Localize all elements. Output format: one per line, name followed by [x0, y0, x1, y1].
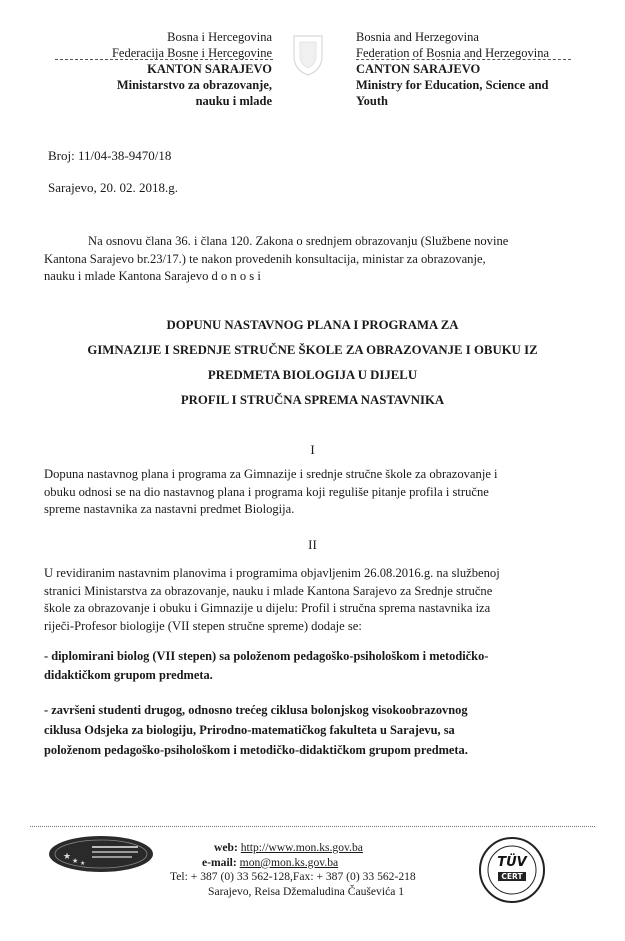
- footer-email-link[interactable]: mon@mon.ks.gov.ba: [239, 855, 339, 869]
- title-line-1: DOPUNU NASTAVNOG PLANA I PROGRAMA ZA: [166, 318, 459, 332]
- section-2-line-2: stranici Ministarstva za obrazovanje, nauku i mlade Kantona Sarajevo za Srednje stručne: [44, 583, 493, 598]
- svg-text:★: ★: [63, 852, 72, 862]
- header-right-canton: CANTON SARAJEVO: [356, 62, 481, 76]
- certification-brand: TÜV: [497, 855, 527, 870]
- title-line-2: GIMNAZIJE I SREDNJE STRUČNE ŠKOLE ZA OBRAZOVANJE I OBUKU IZ: [87, 343, 538, 357]
- header-left-canton: KANTON SARAJEVO: [147, 62, 272, 76]
- certification-badge: [478, 836, 546, 904]
- item-1-line-2: didaktičkom grupom predmeta.: [44, 668, 213, 682]
- section-1-numeral: I: [310, 442, 315, 457]
- document-number: Broj: 11/04-38-9470/18: [48, 148, 172, 163]
- intro-line-1: Na osnovu člana 36. i člana 120. Zakona o srednjem obrazovanju (Službene novine: [88, 234, 509, 248]
- section-2-line-1: U revidiranim nastavnim planovima i programima objavljenim 26.08.2016.g. na službenoj: [44, 566, 500, 580]
- header-right-ministry-2: Youth: [356, 94, 388, 108]
- section-1-line-1: Dopuna nastavnog plana i programa za Gimnazije i srednje stručne škole za obrazovanje i: [44, 467, 498, 481]
- item-2-line-1: - završeni studenti drugog, odnosno trećeg ciklusa bolonjskog visokoobrazovnog: [44, 703, 468, 717]
- footer-email-label: e-mail:: [202, 855, 237, 869]
- certification-badge-icon: [478, 836, 546, 904]
- intro-line-3: nauku i mlade Kantona Sarajevo d o n o s i: [44, 269, 261, 283]
- header-right-ministry-1: Ministry for Education, Science and: [356, 78, 549, 92]
- header-right-country: Bosnia and Herzegovina: [356, 30, 479, 44]
- list-item: [44, 647, 576, 685]
- list-item: [44, 700, 576, 760]
- header-right-underline: [356, 59, 571, 60]
- footer-divider: [30, 826, 595, 827]
- title-line-3: PREDMETA BIOLOGIJA U DIJELU: [207, 368, 418, 382]
- footer-web-link[interactable]: http://www.mon.ks.gov.ba: [240, 841, 363, 854]
- svg-text:★: ★: [80, 860, 86, 867]
- footer-address: Sarajevo, Reisa Džemaludina Čauševića 1: [208, 884, 405, 898]
- header-right: [356, 29, 596, 109]
- section-2-numeral: II: [308, 537, 317, 552]
- section-2-line-3: škole za obrazovanje i obuku i Gimnazije u dijelu: Profil i stručna sprema nastavnika iza: [44, 601, 491, 615]
- section-1-paragraph: [44, 466, 576, 519]
- coat-of-arms-icon: [288, 32, 328, 78]
- document-title: [0, 313, 625, 413]
- certification-cert: CERT: [501, 872, 523, 881]
- footer-web-label: web:: [214, 841, 238, 854]
- item-2-line-3: položenom pedagoško-psihološkom i metodičko-didaktičkom grupom predmeta.: [44, 743, 468, 757]
- section-1-line-3: spreme nastavnika za nastavni predmet Biologija.: [44, 502, 295, 516]
- intro-line-2: Kantona Sarajevo br.23/17.) te nakon provedenih konsultacija, ministar za obrazovanje,: [44, 251, 486, 266]
- ministry-logo-icon: [48, 834, 154, 874]
- header-left: [40, 29, 272, 109]
- footer-phone: Tel: + 387 (0) 33 562-128,Fax: + 387 (0) 33 562-218: [170, 870, 416, 883]
- item-2-line-2: ciklusa Odsjeka za biologiju, Prirodno-matematičkog fakulteta u Sarajevu, sa: [44, 723, 455, 737]
- item-1-line-1: - diplomirani biolog (VII stepen) sa položenom pedagoško-psihološkom i metodičko-: [44, 649, 489, 663]
- svg-text:★: ★: [72, 857, 79, 865]
- header-left-ministry-2: nauku i mlade: [195, 94, 272, 108]
- section-2-paragraph: [44, 565, 576, 635]
- header-left-underline: [55, 59, 273, 60]
- title-line-4: PROFIL I STRUČNA SPREMA NASTAVNIKA: [180, 393, 445, 407]
- footer-contact: [170, 841, 470, 899]
- header-left-country: Bosna i Hercegovina: [167, 30, 272, 44]
- document-place-date: Sarajevo, 20. 02. 2018.g.: [48, 180, 178, 195]
- intro-paragraph: [44, 233, 576, 286]
- header-left-federation: Federacija Bosne i Hercegovine: [111, 46, 272, 60]
- header-right-federation: Federation of Bosnia and Herzegovina: [356, 46, 549, 60]
- section-1-line-2: obuku odnosi se na dio nastavnog plana i programa koji reguliše pitanje profila i stručne: [44, 484, 489, 499]
- section-2-line-4: riječi-Profesor biologije (VII stepen stručne spreme) dodaje se:: [44, 618, 362, 633]
- header-left-ministry-1: Ministarstvo za obrazovanje,: [116, 78, 272, 92]
